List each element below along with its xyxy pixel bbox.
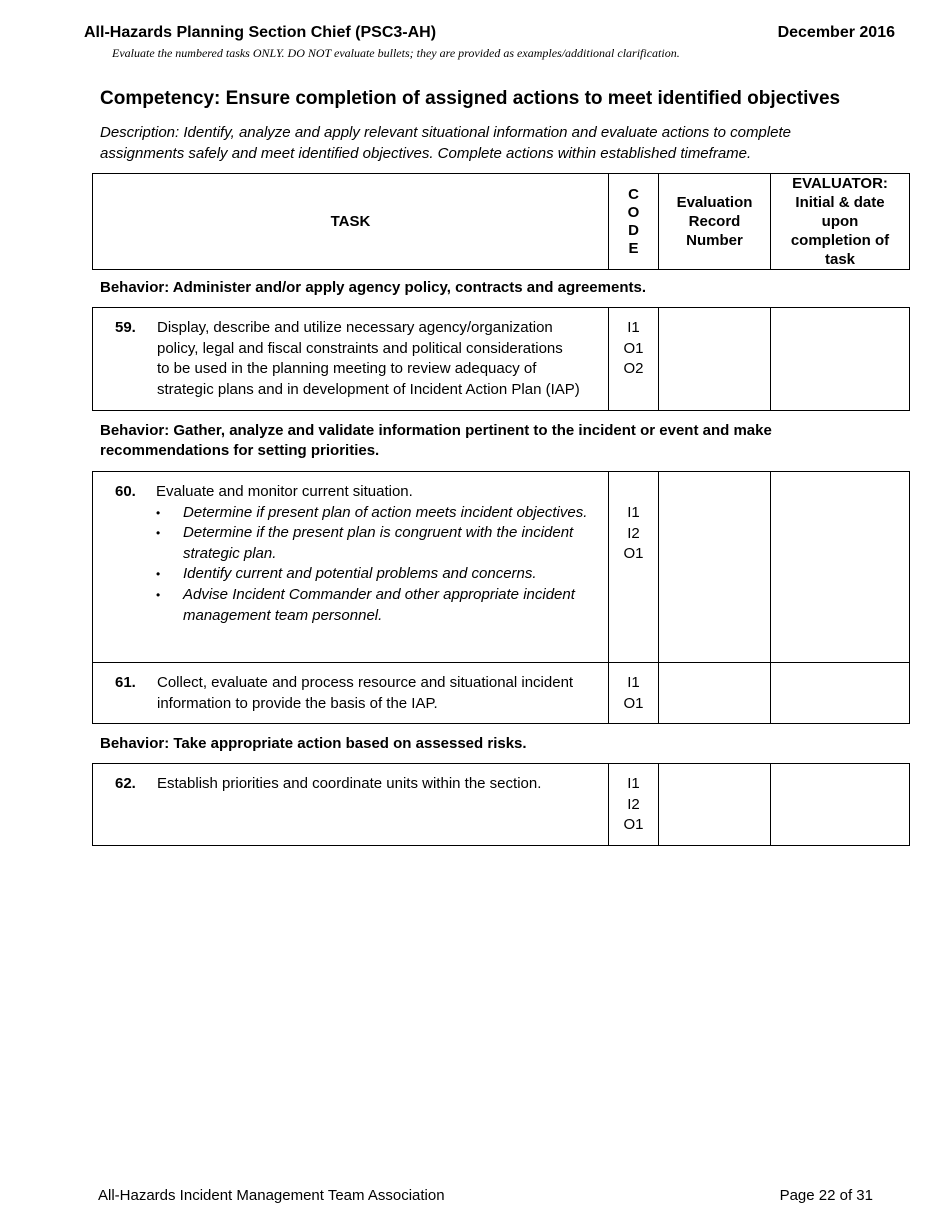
task-bullets — [93, 503, 600, 627]
evaluation-record-cell[interactable] — [659, 764, 771, 846]
task-table-header — [92, 173, 910, 270]
task-codes: I1 I2 O1 — [609, 472, 659, 663]
evaluator-column-header: EVALUATOR: Initial & date upon completion of task — [771, 174, 910, 270]
bullet-item: • Identify current and potential problems and concerns. — [156, 564, 600, 585]
task-number: 60. — [115, 483, 136, 500]
bullet-item: • Determine if the present plan is congruent with the incident strategic plan. — [156, 524, 574, 562]
task-text: Display, describe and utilize necessary agency/organization policy, legal and fiscal constraints and political considerations to be used in the planning meeting to review adequacy of strategic plans and in development of Incident Action Plan (IAP) — [157, 319, 580, 398]
bullet-icon: • — [156, 587, 161, 602]
competency-heading: Competency: Ensure completion of assigned actions to meet identified objectives — [100, 88, 841, 109]
task-cell — [93, 308, 609, 411]
footer-organization: All-Hazards Incident Management Team Association — [98, 1187, 445, 1204]
task-text: Establish priorities and coordinate units within the section. — [157, 775, 542, 792]
behavior-label: Behavior: Administer and/or apply agency policy, contracts and agreements. — [100, 279, 646, 296]
code-column-header: C O D E — [609, 174, 659, 270]
task-table — [92, 763, 910, 846]
task-codes: I1 O1 — [609, 663, 659, 724]
evaluation-note: Evaluate the numbered tasks ONLY. DO NOT evaluate bullets; they are provided as examples/additional clarification. — [112, 46, 680, 60]
task-cell — [93, 472, 609, 663]
task-table — [92, 307, 910, 411]
task-row — [93, 472, 910, 663]
task-text: Collect, evaluate and process resource and situational incident information to provide the basis of the IAP. — [157, 674, 574, 712]
task-codes: I1 O1 O2 — [609, 308, 659, 411]
evaluation-record-cell[interactable] — [659, 663, 771, 724]
task-row — [93, 663, 910, 724]
task-column-header: TASK — [93, 174, 609, 270]
bullet-icon: • — [156, 505, 161, 520]
task-cell — [93, 764, 609, 846]
task-number: 61. — [115, 674, 136, 691]
behavior-label: Behavior: Take appropriate action based on assessed risks. — [100, 735, 527, 752]
task-row — [93, 308, 910, 411]
task-number: 59. — [115, 319, 136, 336]
page-number: Page 22 of 31 — [779, 1187, 873, 1204]
evaluation-record-cell[interactable] — [659, 472, 771, 663]
bullet-item: • Determine if present plan of action meets incident objectives. — [156, 503, 600, 524]
task-row — [93, 764, 910, 846]
evaluation-record-cell[interactable] — [659, 308, 771, 411]
document-date: December 2016 — [777, 24, 895, 41]
evaluator-initial-cell[interactable] — [771, 764, 910, 846]
bullet-icon: • — [156, 567, 161, 582]
behavior-label: Behavior: Gather, analyze and validate information pertinent to the incident or event and make recommendations for setting priorities. — [100, 422, 772, 459]
evaluator-initial-cell[interactable] — [771, 308, 910, 411]
competency-description: Description: Identify, analyze and apply relevant situational information and evaluate actions to complete assignments safely and meet identified objectives. Complete actions within established timeframe. — [100, 124, 791, 162]
task-cell — [93, 663, 609, 724]
evaluator-initial-cell[interactable] — [771, 663, 910, 724]
evaluation-record-column-header: Evaluation Record Number — [659, 174, 771, 270]
task-number: 62. — [115, 775, 136, 792]
task-codes: I1 I2 O1 — [609, 764, 659, 846]
bullet-icon: • — [156, 526, 161, 541]
document-title: All-Hazards Planning Section Chief (PSC3-AH) — [84, 24, 437, 41]
bullet-item: • Advise Incident Commander and other appropriate incident management team personnel. — [156, 585, 575, 624]
task-table — [92, 471, 910, 724]
evaluator-initial-cell[interactable] — [771, 472, 910, 663]
task-text: Evaluate and monitor current situation. — [156, 483, 413, 500]
